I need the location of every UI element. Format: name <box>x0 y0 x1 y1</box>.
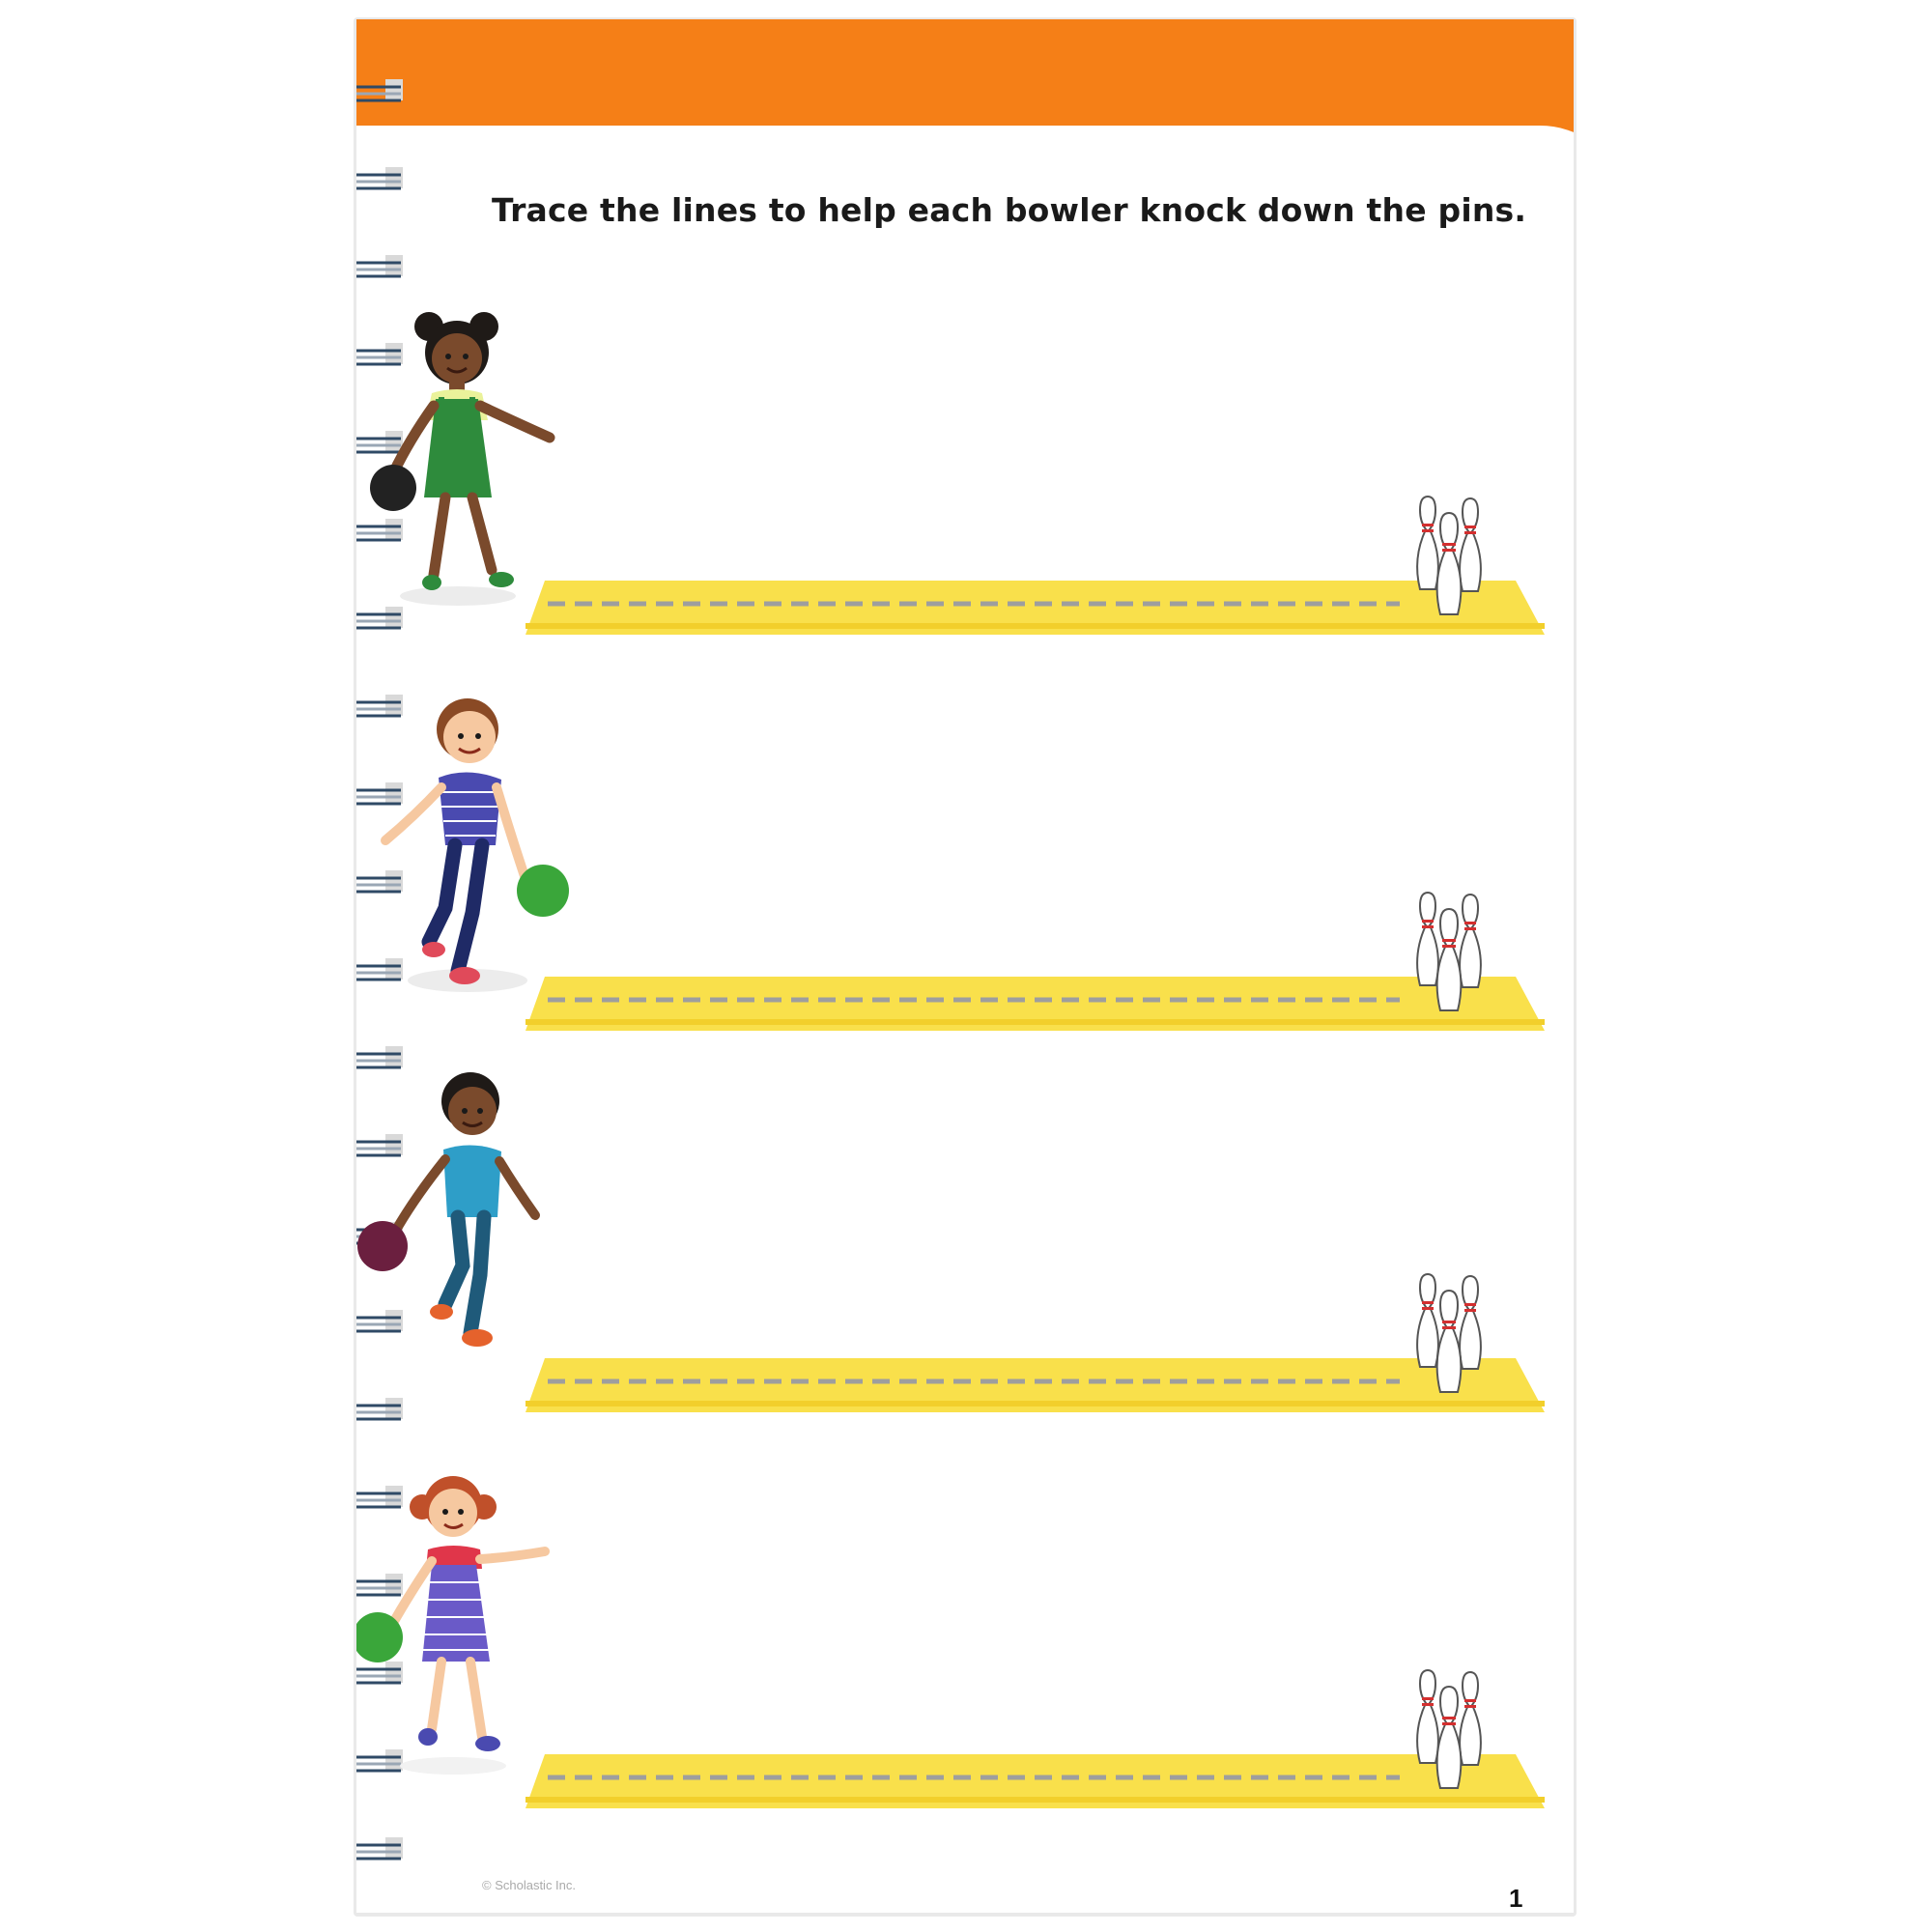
bowling-lane <box>526 1754 1545 1808</box>
bowling-ball-icon <box>370 465 416 511</box>
bowling-ball-icon <box>357 1221 408 1271</box>
workbook-page <box>356 19 1574 1913</box>
bowling-row-2 <box>356 691 1574 1058</box>
page-number: 1 <box>1509 1884 1523 1913</box>
copyright-text: © Scholastic Inc. <box>482 1878 577 1892</box>
spiral-coil <box>356 167 403 188</box>
bowling-row-3 <box>356 1072 1574 1439</box>
bowler-girl-striped-dress <box>393 1476 545 1775</box>
bowling-lane <box>526 977 1545 1031</box>
bowling-lane <box>526 581 1545 635</box>
spiral-coil <box>356 79 403 100</box>
spiral-coil <box>356 1837 403 1859</box>
bowler-boy-striped-shirt <box>385 698 527 992</box>
bowler-girl-green-dress <box>393 312 550 606</box>
bowling-row-1 <box>356 295 1574 662</box>
bowling-row-4 <box>356 1468 1574 1835</box>
instruction-text: Trace the lines to help each bowler knock down the pins. <box>492 191 1527 229</box>
bowler-boy-blue-shirt <box>395 1072 535 1347</box>
bowling-lane <box>526 1358 1545 1412</box>
spiral-coil <box>356 255 403 276</box>
bowling-ball-icon <box>517 865 569 917</box>
